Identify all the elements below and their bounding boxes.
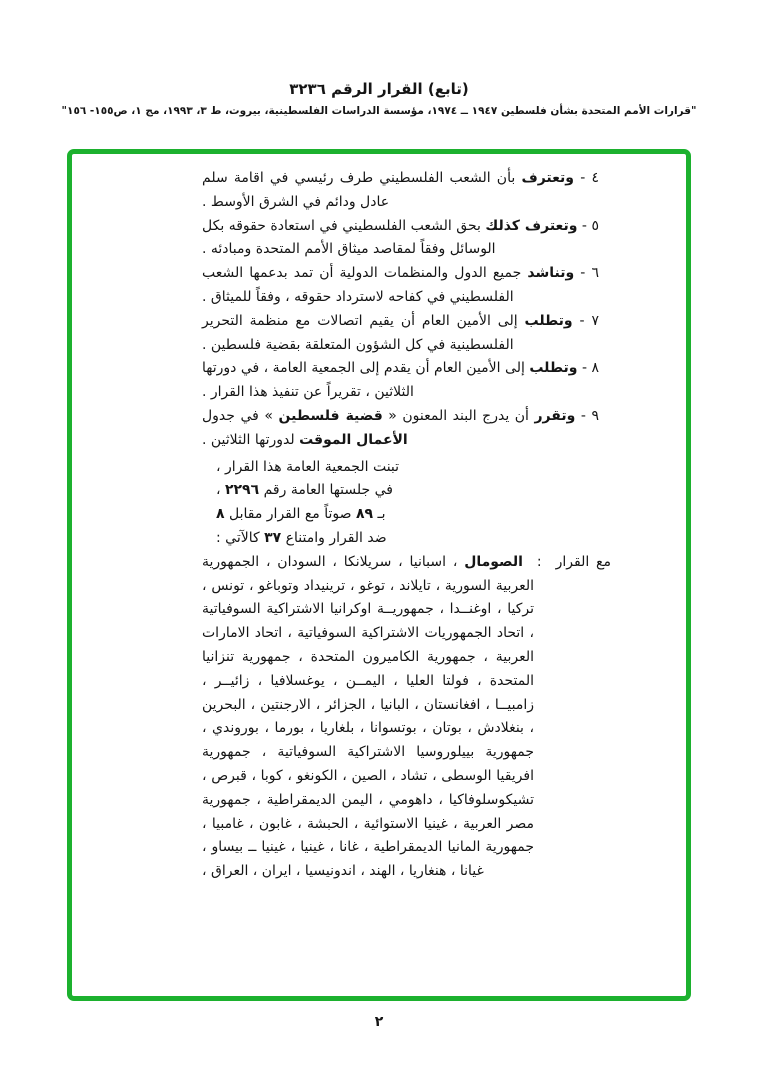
bold-run: وتطلب xyxy=(529,360,578,377)
page-header xyxy=(0,80,758,117)
adoption-note-line xyxy=(202,456,611,480)
vote-colon: : xyxy=(536,553,542,570)
vote-label: مع القرار xyxy=(555,553,611,570)
bold-run: وتعترف كذلك xyxy=(485,217,578,234)
resolution-clause xyxy=(202,357,611,405)
text-run: ، xyxy=(216,482,225,499)
bold-run: وتقرر xyxy=(534,407,576,424)
text-run: أن يدرج البند المعنون « xyxy=(382,407,535,424)
text-run: ٤ - xyxy=(574,170,599,186)
text-run: إلى الأمين العام أن يقدم إلى الجمعية العامة ، في دورتها الثلاثين ، تقريراً عن تنفيذ هذا القرار . xyxy=(202,360,530,401)
content-frame xyxy=(67,149,691,1001)
text-run: كالآتي : xyxy=(216,529,265,546)
resolution-clause xyxy=(202,262,611,310)
bold-run: ٨٩ xyxy=(356,506,374,523)
bold-run: الصومال xyxy=(464,553,523,570)
text-run: » في جدول xyxy=(202,407,279,424)
text-run: بـ xyxy=(373,506,386,523)
text-run: بأن الشعب الفلسطيني طرف رئيسي في اقامة سلم عادل ودائم في الشرق الأوسط . xyxy=(202,170,522,210)
text-run: جميع الدول والمنظمات الدولية أن تمد بدعمها الشعب الفلسطيني في كفاحه لاسترداد حقوقه ، وفقاً للميثاق . xyxy=(202,265,528,305)
text-run: ٩ - xyxy=(575,407,599,424)
text-run: إلى الأمين العام أن يقيم اتصالات مع منظمة التحرير الفلسطينية في كل الشؤون المتعلقة بقضية فلسطين . xyxy=(202,312,525,353)
bold-run: ٢٢٩٦ xyxy=(224,482,260,499)
text-run: ضد القرار وامتناع xyxy=(281,529,387,546)
text-run: ٧ - xyxy=(572,312,600,329)
text-run: بحق الشعب الفلسطيني في استعادة حقوقه بكل الوسائل وفقاً لمقاصد ميثاق الأمم المتحدة ومبادئه . xyxy=(202,217,496,258)
text-run: ٦ - xyxy=(574,265,600,282)
bold-run: وتطلب xyxy=(524,312,573,329)
resolution-clause xyxy=(202,167,611,215)
bold-run: وتعترف xyxy=(521,170,575,186)
text-run: ، اسبانيا ، سريلانكا ، السودان ، الجمهورية العربية السورية ، تايلاند ، توغو ، ترينيداد وتوباغو ، تونس ، تركيا ، اوغنــدا ، جمهوريــة اوكرانيا الاشتراكية السوفياتية ، اتحاد الجمهوريات الاشتراكية السوفياتية ، اتحاد الامارات العربية ، جمهورية الكاميرون المتحدة ، جمهورية تنزانيا المتحدة ، فولتا العليا ، اليمــن ، يوغسلافيا ، زائيــر ، زامبيــا ، افغانستان ، البانيا ، الجزائر ، الارجنتين ، البحرين ، بنغلادش ، بوتان ، بوتسوانا ، بلغاريا ، بورما ، بوروندي ، جمهورية بييلوروسيا الاشتراكية السوفياتية ، جمهورية افريقيا الوسطى ، تشاد ، الصين ، الكونغو ، كوبا ، قبرص ، تشيكوسلوفاكيا ، داهومي ، اليمن الديمقراطية ، جمهورية مصر العربية ، غينيا الاستوائية ، الحبشة ، غابون ، غامبيا ، جمهورية المانيا الديمقراطية ، غانا ، غينيا ، غينيا ــ بيساو ، غيانا ، هنغاريا ، الهند ، اندونيسيا ، ايران ، العراق ، xyxy=(202,553,534,880)
page-number: ٢ xyxy=(374,1014,384,1030)
resolution-clause xyxy=(202,405,611,453)
text-run: صوتاً مع القرار مقابل xyxy=(224,506,356,523)
text-run: في جلستها العامة رقم xyxy=(259,482,393,499)
resolution-body xyxy=(202,167,611,884)
bold-run: قضية فلسطين xyxy=(278,407,383,424)
source-citation: "قرارات الأمم المتحدة بشأن فلسطين ١٩٤٧ ــ ١٩٧٤، مؤسسة الدراسات الفلسطينية، بيروت، ط ٣، ١٩٩٣، مج ١، ص١٥٥- ١٥٦" xyxy=(61,105,697,117)
resolution-clause xyxy=(202,310,611,358)
text-run: لدورتها الثلاثين . xyxy=(202,431,300,448)
adoption-note-line xyxy=(202,503,611,527)
text-run: ٨ - xyxy=(577,360,599,377)
adoption-note-line xyxy=(202,479,611,503)
resolution-title: (تابع) القرار الرقم ٣٢٣٦ xyxy=(289,80,469,98)
text-run: تبنت الجمعية العامة هذا القرار ، xyxy=(216,458,400,475)
text-run: ٥ - xyxy=(577,217,600,234)
bold-run: وتناشد xyxy=(527,265,575,282)
vote-record-in-favour xyxy=(202,551,611,884)
adoption-note xyxy=(202,456,611,551)
bold-run: الأعمال الموقت xyxy=(299,431,408,448)
bold-run: ٣٧ xyxy=(264,529,282,546)
vote-countries-list xyxy=(202,554,534,879)
resolution-clause xyxy=(202,215,611,263)
bold-run: ٨ xyxy=(216,506,225,523)
adoption-note-line xyxy=(202,527,611,551)
resolution-clauses xyxy=(202,167,611,453)
